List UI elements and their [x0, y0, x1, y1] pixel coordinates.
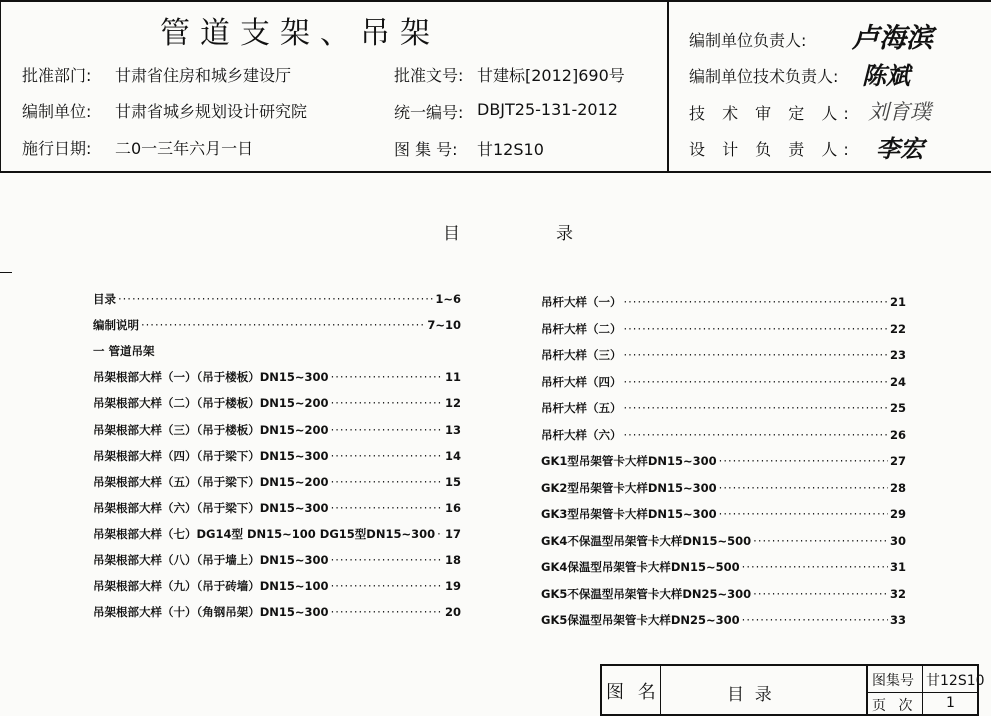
toc-leader-dots [719, 481, 888, 495]
drawing-name-label: 图 名 [606, 682, 660, 703]
toc-entry [541, 480, 906, 496]
toc-leader-dots [624, 322, 888, 336]
toc-entry-label: 吊杆大样（三） [541, 348, 622, 362]
document-title: 管道支架、吊架 [160, 16, 440, 51]
toc-entry [93, 474, 461, 490]
toc-entry-page: 23 [889, 348, 906, 362]
toc-entry [93, 500, 461, 516]
reviewer-label: 技 术 审 定 人: [689, 104, 855, 123]
toc-entry [541, 321, 906, 337]
toc-entry [93, 526, 461, 542]
toc-leader-dots [118, 292, 433, 306]
left-border [0, 0, 1, 172]
toc-entry-label: 吊架根部大样（二）（吊于楼板）DN15~200 [93, 396, 329, 411]
toc-section-heading [93, 343, 461, 359]
toc-entry [541, 559, 906, 575]
toc-leader-dots [331, 475, 443, 489]
toc-entry [93, 291, 461, 307]
toc-entry-label: 吊架根部大样（一）（吊于楼板）DN15~300 [93, 370, 329, 385]
effective-date-value: 二0一三年六月一日 [115, 139, 254, 158]
toc-entry-label: GK4不保温型吊架管卡大样DN15~500 [541, 533, 752, 548]
toc-leader-dots [624, 375, 888, 389]
toc-leader-dots [331, 449, 443, 463]
toc-entry [541, 294, 906, 310]
toc-entry-label: GK3型吊架管卡大样DN15~300 [541, 507, 717, 521]
approval-dept-label: 批准部门: [22, 66, 92, 85]
toc-entry [541, 347, 906, 363]
toc-entry-label: GK2型吊架管卡大样DN15~300 [541, 480, 717, 495]
header-divider [667, 0, 669, 172]
atlas-no-cell-value: 甘12S10 [926, 673, 985, 689]
toc-entry-page: 26 [889, 427, 906, 442]
toc-heading-right: 录 [556, 224, 573, 244]
toc-entry-page: 18 [444, 553, 461, 567]
toc-entry-label: 吊杆大样（一） [541, 295, 622, 309]
toc-entry-label: 吊杆大样（四） [541, 374, 622, 389]
toc-entry-label: 一 管道吊架 [93, 344, 155, 359]
toc-entry-page: 15 [444, 474, 461, 489]
toc-entry-page: 7~10 [427, 318, 461, 333]
toc-entry-page: 16 [444, 500, 461, 515]
toc-entry-page: 14 [444, 448, 461, 463]
page-cell-value: 1 [946, 695, 955, 711]
toc-entry-page: 28 [889, 480, 906, 495]
toc-leader-dots [742, 613, 888, 627]
compile-unit-value: 甘肃省城乡规划设计研究院 [115, 102, 308, 121]
toc-entry-page: 17 [444, 526, 461, 541]
toc-entry-page: 31 [889, 560, 906, 574]
responsible-label: 编制单位负责人: [689, 31, 807, 50]
toc-entry-label: GK5不保温型吊架管卡大样DN25~300 [541, 586, 752, 601]
atlas-no-cell-label: 图集号 [872, 673, 914, 689]
toc-entry-label: 吊架根部大样（六）（吊于梁下）DN15~300 [93, 500, 329, 515]
toc-entry-label: 吊架根部大样（五）（吊于梁下）DN15~200 [93, 474, 329, 489]
toc-leader-dots [141, 318, 425, 332]
toc-entry [93, 604, 461, 620]
toc-entry [93, 552, 461, 568]
atlas-no-label: 图 集 号: [394, 140, 458, 159]
header-top-border [0, 0, 991, 2]
toc-entry [541, 374, 906, 390]
tech-responsible-signature: 陈斌 [862, 61, 910, 90]
toc-entry-label: 吊架根部大样（三）（吊于楼板）DN15~200 [93, 422, 329, 437]
toc-entry-label: GK5保温型吊架管卡大样DN25~300 [541, 613, 740, 627]
toc-entry-page: 19 [444, 579, 461, 594]
toc-entry [93, 448, 461, 464]
toc-entry [541, 506, 906, 522]
approval-no-label: 批准文号: [394, 66, 464, 85]
atlas-no-value: 甘12S10 [477, 140, 544, 159]
toc-entry-page: 20 [444, 605, 461, 620]
effective-date-label: 施行日期: [22, 139, 92, 158]
toc-entry-page: 25 [889, 401, 906, 415]
toc-entry-label: 吊架根部大样（八）（吊于墙上）DN15~300 [93, 553, 329, 567]
approval-no-value: 甘建标[2012]690号 [477, 66, 625, 85]
toc-entry [93, 578, 461, 594]
toc-entry-label: 吊架根部大样（十）（角钢吊架）DN15~300 [93, 605, 329, 620]
unified-no-label: 统一编号: [394, 103, 464, 122]
toc-leader-dots [624, 401, 888, 415]
toc-entry-label: 吊架根部大样（四）（吊于梁下）DN15~300 [93, 448, 329, 463]
toc-entry-page: 11 [444, 370, 461, 385]
toc-entry [541, 453, 906, 469]
toc-entry [541, 586, 906, 602]
toc-leader-dots [331, 553, 443, 567]
toc-leader-dots [437, 527, 443, 541]
toc-entry-label: 编制说明 [93, 318, 139, 333]
reviewer-signature: 刘育璞 [868, 100, 931, 124]
toc-entry-page: 22 [889, 321, 906, 336]
toc-leader-dots [331, 370, 443, 384]
toc-entry [93, 369, 461, 385]
toc-entry-label: 吊架根部大样（九）（吊于砖墙）DN15~100 [93, 579, 329, 594]
page-cell-label: 页 次 [872, 698, 917, 714]
toc-leader-dots [331, 605, 443, 619]
toc-entry-page: 33 [889, 613, 906, 627]
header-bottom-border [0, 171, 991, 173]
approval-dept-value: 甘肃省住房和城乡建设厅 [115, 66, 292, 85]
toc-leader-dots [719, 454, 888, 468]
toc-entry-label: 吊杆大样（二） [541, 321, 622, 336]
toc-entry-label: 吊架根部大样（七）DG14型 DN15~100 DG15型DN15~300 [93, 526, 436, 541]
toc-entry-page: 27 [889, 454, 906, 468]
toc-leader-dots [742, 560, 888, 574]
responsible-signature: 卢海滨 [852, 23, 933, 54]
toc-heading-left: 目 [443, 224, 460, 244]
toc-entry [93, 395, 461, 411]
toc-leader-dots [753, 534, 888, 548]
toc-entry [93, 317, 461, 333]
toc-leader-dots [331, 579, 443, 593]
toc-leader-dots [753, 587, 888, 601]
toc-entry-page: 30 [889, 533, 906, 548]
toc-leader-dots [719, 507, 888, 521]
toc-entry [93, 422, 461, 438]
toc-entry-page: 32 [889, 586, 906, 601]
toc-entry-page: 13 [444, 422, 461, 437]
toc-leader-dots [624, 348, 888, 362]
toc-leader-dots [624, 295, 888, 309]
drawing-name-value: 目 录 [727, 685, 772, 705]
toc-entry [541, 427, 906, 443]
toc-entry-page: 1~6 [435, 292, 461, 306]
toc-entry-label: GK1型吊架管卡大样DN15~300 [541, 454, 717, 468]
toc-leader-dots [624, 428, 888, 442]
toc-entry-label: 吊杆大样（六） [541, 427, 622, 442]
toc-entry-page: 24 [889, 374, 906, 389]
compile-unit-label: 编制单位: [22, 102, 92, 121]
toc-entry-page: 12 [444, 396, 461, 411]
unified-no-value: DBJT25-131-2012 [477, 100, 618, 119]
toc-leader-dots [331, 501, 443, 515]
toc-entry-label: 目录 [93, 292, 116, 306]
toc-entry [541, 400, 906, 416]
toc-entry [541, 612, 906, 628]
toc-entry-page: 29 [889, 507, 906, 521]
toc-entry-label: GK4保温型吊架管卡大样DN15~500 [541, 560, 740, 574]
toc-entry-label: 吊杆大样（五） [541, 401, 622, 415]
toc-entry-page: 21 [889, 295, 906, 309]
toc-leader-dots [331, 396, 443, 410]
left-tick [0, 272, 12, 273]
designer-signature: 李宏 [876, 134, 924, 163]
toc-leader-dots [331, 423, 443, 437]
designer-label: 设 计 负 责 人: [689, 140, 855, 159]
tech-responsible-label: 编制单位技术负责人: [689, 67, 839, 86]
toc-entry [541, 533, 906, 549]
